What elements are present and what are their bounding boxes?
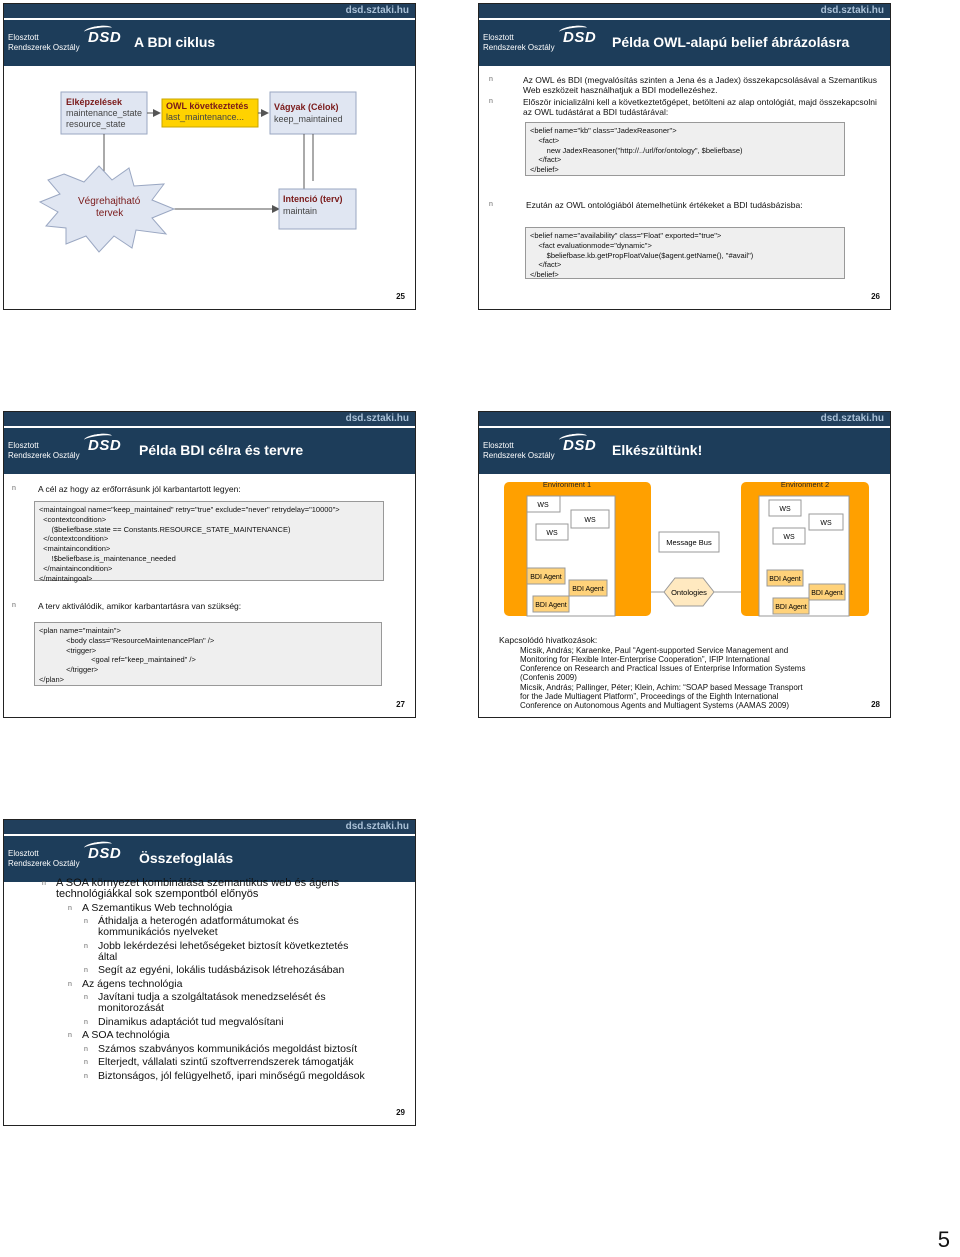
bullet: n A cél az hogy az erőforrásunk jól karbantartott legyen:: [12, 484, 241, 494]
beliefs-title: Elképzelések: [66, 97, 123, 107]
svg-text:WS: WS: [546, 530, 558, 537]
org-name: Elosztott Rendszerek Osztály: [483, 33, 555, 52]
bullet-marker: n: [84, 994, 88, 1001]
owl-title: OWL következtetés: [166, 101, 249, 111]
summary-item: n Elterjedt, vállalati szintű szoftverrendszerek támogatják: [84, 1056, 354, 1068]
svg-text:WS: WS: [820, 520, 832, 527]
dsd-logo: DSD: [88, 437, 122, 454]
site-label: dsd.sztaki.hu: [345, 5, 409, 16]
intention-title: Intenció (terv): [283, 194, 343, 204]
code-block: <belief name="availability" class="Float" exported="true"> <fact evaluationmode="dynamic"> $beliefbase.kb.getPropFloatValue($agent.getName(), "#avail") </fact> </belief>: [525, 227, 845, 279]
environment-1-label: Environment 1: [542, 480, 592, 489]
code-block: <belief name="kb" class="JadexReasoner"> <fact> new JadexReasoner("http://../url/for/ontology", $beliefbase) </fact> </belief>: [525, 122, 845, 176]
slide-title: Elkészültünk!: [612, 442, 703, 458]
bullet-marker: n: [84, 967, 88, 974]
svg-text:WS: WS: [584, 517, 596, 524]
bullet-marker: n: [68, 1032, 72, 1039]
bullet-marker: n: [42, 880, 46, 887]
svg-text:WS: WS: [783, 534, 795, 541]
slide-header: [479, 4, 890, 66]
slide-title: A BDI ciklus: [134, 34, 216, 50]
org-name: Elosztott Rendszerek Osztály: [8, 33, 80, 52]
summary-item: n Számos szabványos kommunikációs megoldást biztosít: [84, 1042, 358, 1055]
slide-header: [4, 820, 415, 882]
summary-item: n A SOA környezet kombinálása szemantikus web és ágens technológiákkal sok szempontból előnyös: [42, 877, 340, 900]
slide-title: Példa BDI célra és tervre: [139, 442, 304, 458]
bullet-marker: n: [84, 1018, 88, 1026]
page-number: 29: [396, 1108, 405, 1117]
environment-2-label: Environment 2: [780, 480, 830, 489]
slide-header: [4, 412, 415, 474]
reference-item: Micsik, András; Karaenke, Paul “Agent-supported Service Management and Monitoring for Flexible Inter-Enterprise Cooperation”, IFIP International Conference on Research and Practical Issues of Enterprise Information Systems (Confenis 2009): [520, 646, 806, 682]
summary-list: [12, 878, 412, 1084]
svg-text:Message Bus: Message Bus: [666, 538, 712, 547]
reference-item: Micsik, András; Pallinger, Péter; Klein, Achim: “SOAP based Message Transport for the Jade Multiagent Platform”, Proceedings of the Eighth International Conference on Autonomous Agents and Multiagent Systems (AAMAS 2009): [520, 683, 803, 710]
summary-item: n Jobb lekérdezési lehetőségeket biztosít következtetés által: [84, 939, 349, 963]
summary-item: n Biztonságos, jól felügyelhető, ipari minőségű megoldások: [84, 1069, 365, 1082]
org-name: Elosztott Rendszerek Osztály: [483, 441, 555, 460]
page-number: 26: [871, 292, 880, 301]
desires-line: keep_maintained: [274, 114, 343, 124]
beliefs-line: resource_state: [66, 119, 126, 129]
summary-item: n Dinamikus adaptációt tud megvalósítani: [84, 1015, 284, 1028]
svg-text:BDI Agent: BDI Agent: [811, 590, 843, 597]
summary-item: n Áthidalja a heterogén adatformátumokat és kommunikációs nyelveket: [84, 915, 299, 938]
summary-item: n A SOA technológia: [68, 1029, 170, 1041]
page-number: 5: [937, 1227, 950, 1252]
bullet: n A terv aktiválódik, amikor karbantartásra van szükség:: [12, 601, 242, 611]
svg-text:Ontologies: Ontologies: [671, 588, 707, 597]
slide-26: [478, 3, 891, 310]
slide-title: Példa OWL-alapú belief ábrázolásra: [612, 34, 850, 50]
page-number: 28: [871, 700, 880, 709]
site-label: dsd.sztaki.hu: [820, 413, 884, 424]
bullet: n Először inicializálni kell a következtetőgépet, betölteni az alap ontológiát, majd összekapcsolni az OWL tudástárat a BDI tudástárával:: [489, 97, 877, 117]
svg-text:BDI Agent: BDI Agent: [535, 602, 567, 609]
svg-text:BDI Agent: BDI Agent: [775, 604, 807, 611]
bullet-marker: n: [68, 980, 72, 988]
slide-25: [3, 3, 416, 310]
desires-box: [270, 92, 356, 134]
bullet: n Az OWL és BDI (megvalósítás szinten a Jena és a Jadex) összekapcsolásával a Szemantikus Web eszközeit használhatjuk a BDI modellezéshez.: [489, 75, 878, 95]
svg-text:WS: WS: [537, 502, 549, 509]
page-number: 25: [396, 292, 405, 301]
svg-text:BDI Agent: BDI Agent: [769, 576, 801, 583]
desires-title: Vágyak (Célok): [274, 102, 339, 112]
site-label: dsd.sztaki.hu: [345, 413, 409, 424]
summary-item: n Az ágens technológia: [68, 977, 183, 990]
bullet-marker: n: [84, 918, 88, 925]
svg-text:BDI Agent: BDI Agent: [530, 574, 562, 581]
bullet-marker: n: [84, 1059, 88, 1066]
dsd-logo: DSD: [563, 29, 597, 46]
org-name: Elosztott Rendszerek Osztály: [8, 441, 80, 460]
summary-item: n Javítani tudja a szolgáltatások menedzselését és monitorozását: [84, 991, 326, 1014]
beliefs-line: maintenance_state: [66, 108, 143, 118]
dsd-logo: DSD: [88, 29, 122, 46]
intention-line: maintain: [283, 206, 318, 216]
bullet-marker: n: [84, 1045, 88, 1053]
svg-text:WS: WS: [779, 506, 791, 513]
slide-29: [3, 819, 416, 1126]
dsd-logo: DSD: [563, 437, 597, 454]
references-title: Kapcsolódó hivatkozások:: [499, 635, 598, 645]
bullet: n Ezután az OWL ontológiából átemelhetünk értékeket a BDI tudásbázisba:: [489, 200, 803, 210]
summary-item: n A Szemantikus Web technológia: [68, 901, 233, 914]
summary-item: n Segít az egyéni, lokális tudásbázisok létrehozásában: [84, 964, 345, 976]
dsd-logo: DSD: [88, 845, 122, 862]
bullet-marker: n: [84, 1072, 88, 1080]
site-label: dsd.sztaki.hu: [345, 821, 409, 832]
owl-line: last_maintenance...: [166, 112, 245, 122]
org-name: Elosztott Rendszerek Osztály: [8, 849, 80, 868]
bullet-marker: n: [84, 942, 88, 950]
page-number: 27: [396, 700, 405, 709]
slide-title: Összefoglalás: [139, 850, 234, 866]
svg-text:BDI Agent: BDI Agent: [572, 586, 604, 593]
site-label: dsd.sztaki.hu: [820, 5, 884, 16]
slide-27: [3, 411, 416, 718]
bdi-cycle-diagram: [4, 4, 416, 304]
plans-title: Végrehajtható: [78, 196, 141, 207]
bullet-marker: n: [68, 904, 72, 912]
code-block: <maintaingoal name="keep_maintained" retry="true" exclude="never" retrydelay="10000"> <contextcondition> ($beliefbase.state == Constants.RESOURCE_STATE_MAINTENANCE) </contextcondition> <maintaincondition> !$beliefbase.is_maintenance_needed </maintaincondition> </maintaingoal>: [34, 501, 384, 581]
code-block: <plan name="maintain"> <body class="ResourceMaintenancePlan" /> <trigger> <goal ref="keep_maintained" /> </trigger> </plan>: [34, 622, 382, 686]
plans-line: tervek: [96, 208, 124, 219]
slide-28: [478, 411, 891, 718]
